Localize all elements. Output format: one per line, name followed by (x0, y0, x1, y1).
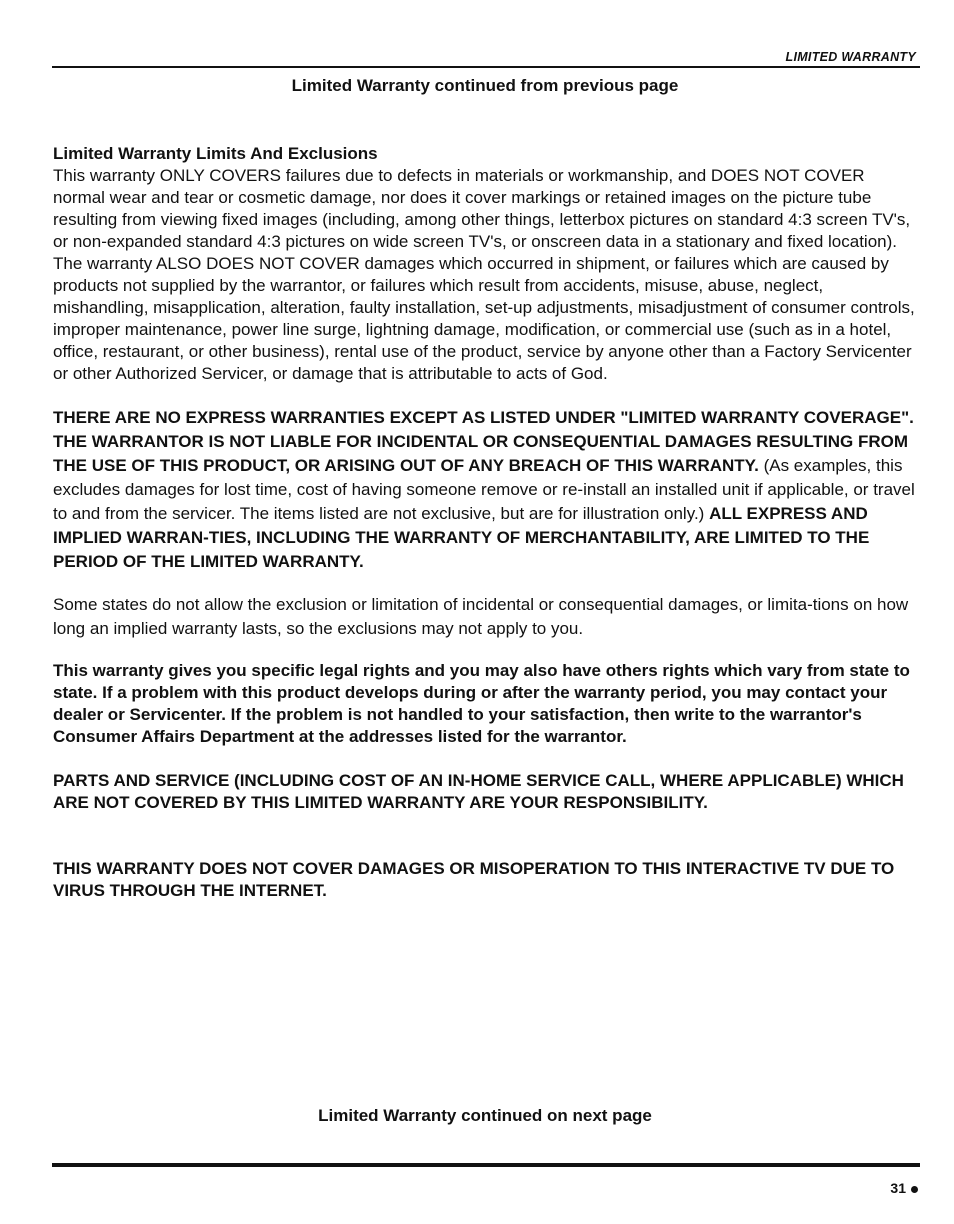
bullet-icon (911, 1186, 918, 1193)
liability-paragraph (53, 406, 919, 574)
section-title: Limited Warranty Limits And Exclusions (53, 144, 378, 163)
header-rule (52, 66, 920, 68)
page-number: 31 (890, 1180, 906, 1196)
implied-warranty-statement: ALL EXPRESS AND IMPLIED WARRAN-TIES, INCLUDING THE WARRANTY OF MERCHANTABILITY, ARE LIMITED TO THE PERIOD OF THE LIMITED WARRANTY. (53, 504, 870, 571)
legal-rights-paragraph: This warranty gives you specific legal rights and you may also have others rights which vary from state to state. If a problem with this product develops during or after the warranty period, you may contact your dealer or Servicenter. If the problem is not handled to your satisfaction, then write to the warrantor's Consumer Affairs Department at the addresses listed for the warrantor. (53, 661, 910, 746)
continued-on-next: Limited Warranty continued on next page (318, 1106, 652, 1125)
parts-service-paragraph: PARTS AND SERVICE (INCLUDING COST OF AN IN-HOME SERVICE CALL, WHERE APPLICABLE) WHICH ARE NOT COVERED BY THIS LIMITED WARRANTY ARE YOUR RESPONSIBILITY. (53, 771, 904, 812)
running-header: LIMITED WARRANTY (785, 50, 916, 64)
footer-rule (52, 1163, 920, 1167)
continued-from-previous: Limited Warranty continued from previous page (291, 76, 679, 95)
warranty-content (53, 143, 919, 902)
liability-bold-statement: THERE ARE NO EXPRESS WARRANTIES EXCEPT AS LISTED UNDER "LIMITED WARRANTY COVERAGE". THE WARRANTOR IS NOT LIABLE FOR INCIDENTAL OR CONSEQUENTIAL DAMAGES RESULTING FROM THE USE OF THIS PRODUCT, OR ARISING OUT OF ANY BREACH OF THIS WARRANTY. (53, 408, 914, 475)
liability-examples: (As examples, this excludes damages for lost time, cost of having someone remove or re-install an installed unit if applicable, or travel to and from the servicer. The items listed are not exclusive, but are for illustration only.) (53, 456, 915, 523)
virus-exclusion-paragraph: THIS WARRANTY DOES NOT COVER DAMAGES OR MISOPERATION TO THIS INTERACTIVE TV DUE TO VIRUS THROUGH THE INTERNET. (53, 859, 895, 900)
exclusions-paragraph: This warranty ONLY COVERS failures due to defects in materials or workmanship, and DOES NOT COVER normal wear and tear or cosmetic damage, nor does it cover markings or retained images on the picture tube resulting from viewing fixed images (including, among other things, letterbox pictures on standard 4:3 screen TV's, or non-expanded standard 4:3 pictures on wide screen TV's, or onscreen data in a stationary and fixed location). The warranty ALSO DOES NOT COVER damages which occurred in shipment, or failures which are caused by products not supplied by the warrantor, or failures which result from accidents, misuse, abuse, neglect, mishandling, misapplication, alteration, faulty installation, set-up adjustments, misadjustment of consumer controls, improper maintenance, power line surge, lightning damage, modification, or commercial use (such as in a hotel, office, restaurant, or other business), rental use of the product, service by anyone other than a Factory Servicenter or other Authorized Servicer, or damage that is attributable to acts of God. (53, 166, 915, 383)
state-law-paragraph: Some states do not allow the exclusion or limitation of incidental or consequential damages, or limita-tions on how long an implied warranty lasts, so the exclusions may not apply to you. (53, 595, 909, 638)
